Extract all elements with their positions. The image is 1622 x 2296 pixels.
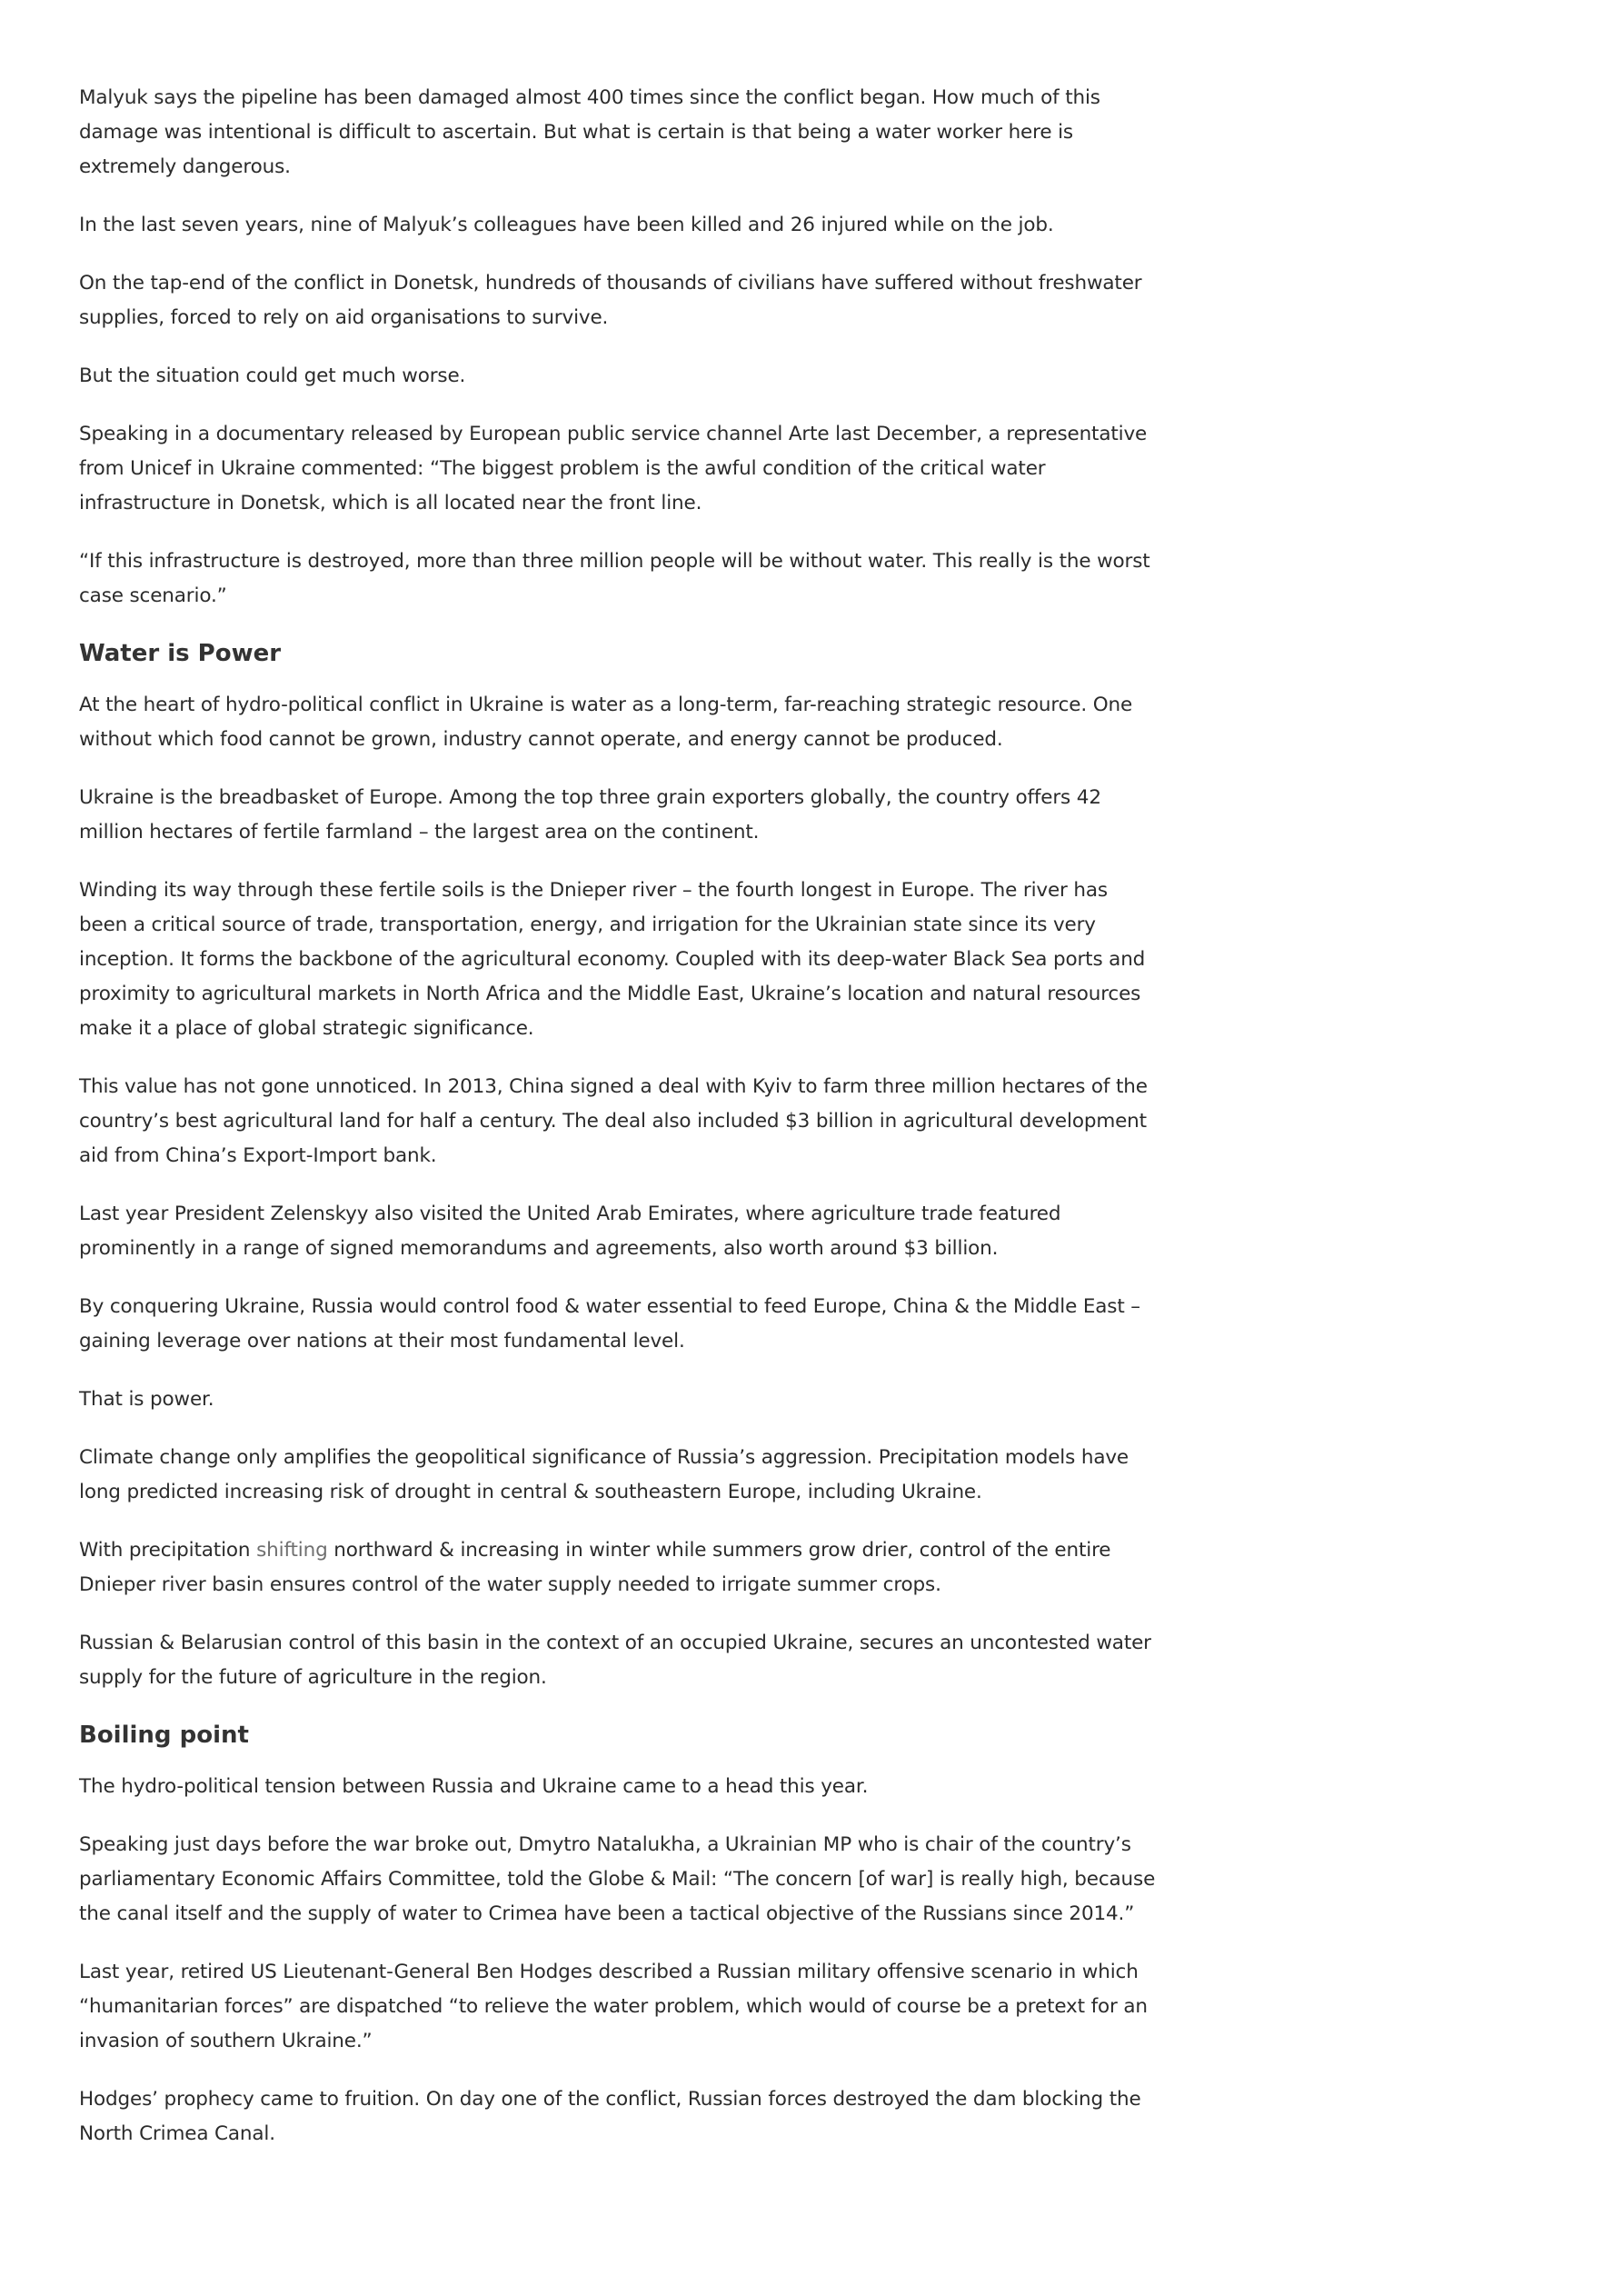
paragraph-text: northward & increasing in winter while summers grow drier, control of the entire Dnieper river basin ensures control of the water supply needed to irrigate summer crops. <box>79 1539 1111 1596</box>
paragraph: That is power. <box>79 1388 214 1411</box>
paragraph: Climate change only amplifies the geopolitical significance of Russia’s aggression. Precipitation models have long predicted increasing risk of drought in central & southeastern Europe, including Ukraine. <box>79 1446 1129 1503</box>
section-heading-water-is-power: Water is Power <box>79 640 282 667</box>
paragraph-text: With precipitation <box>79 1539 257 1562</box>
paragraph-with-link <box>79 1533 1160 1602</box>
paragraph: Russian & Belarusian control of this basin in the context of an occupied Ukraine, secures an uncontested water supply for the future of agriculture in the region. <box>79 1632 1151 1689</box>
paragraph: Hodges’ prophecy came to fruition. On day one of the conflict, Russian forces destroyed the dam blocking the North Crimea Canal. <box>79 2088 1141 2145</box>
paragraph: Winding its way through these fertile soils is the Dnieper river – the fourth longest in Europe. The river has been a critical source of trade, transportation, energy, and irrigation for the Ukrainian state since its very inception. It forms the backbone of the agricultural economy. Coupled with its deep-water Black Sea ports and proximity to agricultural markets in North Africa and the Middle East, Ukraine’s location and natural resources make it a place of global strategic significance. <box>79 879 1146 1040</box>
paragraph: Speaking in a documentary released by European public service channel Arte last December, a representative from Unicef in Ukraine commented: “The biggest problem is the awful condition of the critical water infrastructure in Donetsk, which is all located near the front line. <box>79 423 1148 514</box>
section-heading-boiling-point: Boiling point <box>79 1722 249 1749</box>
paragraph: But the situation could get much worse. <box>79 364 466 387</box>
paragraph: Malyuk says the pipeline has been damaged almost 400 times since the conflict began. How much of this damage was intentional is difficult to ascertain. But what is certain is that being a water worker here is extremely dangerous. <box>79 86 1100 178</box>
paragraph: Speaking just days before the war broke out, Dmytro Natalukha, a Ukrainian MP who is chair of the country’s parliamentary Economic Affairs Committee, told the Globe & Mail: “The concern [of war] is really high, because the canal itself and the supply of water to Crimea have been a tactical objective of the Russians since 2014.” <box>79 1833 1156 1925</box>
paragraph: This value has not gone unnoticed. In 2013, China signed a deal with Kyiv to farm three million hectares of the country’s best agricultural land for half a century. The deal also included $3 billion in agricultural development aid from China’s Export-Import bank. <box>79 1075 1148 1167</box>
paragraph: On the tap-end of the conflict in Donetsk, hundreds of thousands of civilians have suffered without freshwater supplies, forced to rely on aid organisations to survive. <box>79 272 1142 329</box>
paragraph: At the heart of hydro-political conflict in Ukraine is water as a long-term, far-reaching strategic resource. One without which food cannot be grown, industry cannot operate, and energy cannot be produced. <box>79 694 1133 751</box>
paragraph: By conquering Ukraine, Russia would control food & water essential to feed Europe, China & the Middle East – gaining leverage over nations at their most fundamental level. <box>79 1295 1140 1353</box>
paragraph: The hydro-political tension between Russia and Ukraine came to a head this year. <box>79 1775 869 1798</box>
shifting-link[interactable]: shifting <box>256 1539 328 1562</box>
paragraph: Ukraine is the breadbasket of Europe. Among the top three grain exporters globally, the country offers 42 million hectares of fertile farmland – the largest area on the continent. <box>79 786 1101 844</box>
paragraph: In the last seven years, nine of Malyuk’s colleagues have been killed and 26 injured while on the job. <box>79 214 1054 236</box>
paragraph: “If this infrastructure is destroyed, more than three million people will be without water. This really is the worst case scenario.” <box>79 550 1150 607</box>
paragraph: Last year President Zelenskyy also visited the United Arab Emirates, where agriculture trade featured prominently in a range of signed memorandums and agreements, also worth around $3 billion. <box>79 1203 1061 1260</box>
paragraph: Last year, retired US Lieutenant-General Ben Hodges described a Russian military offensive scenario in which “humanitarian forces” are dispatched “to relieve the water problem, which would of course be a pretext for an invasion of southern Ukraine.” <box>79 1961 1148 2052</box>
article-body <box>79 81 1160 2175</box>
